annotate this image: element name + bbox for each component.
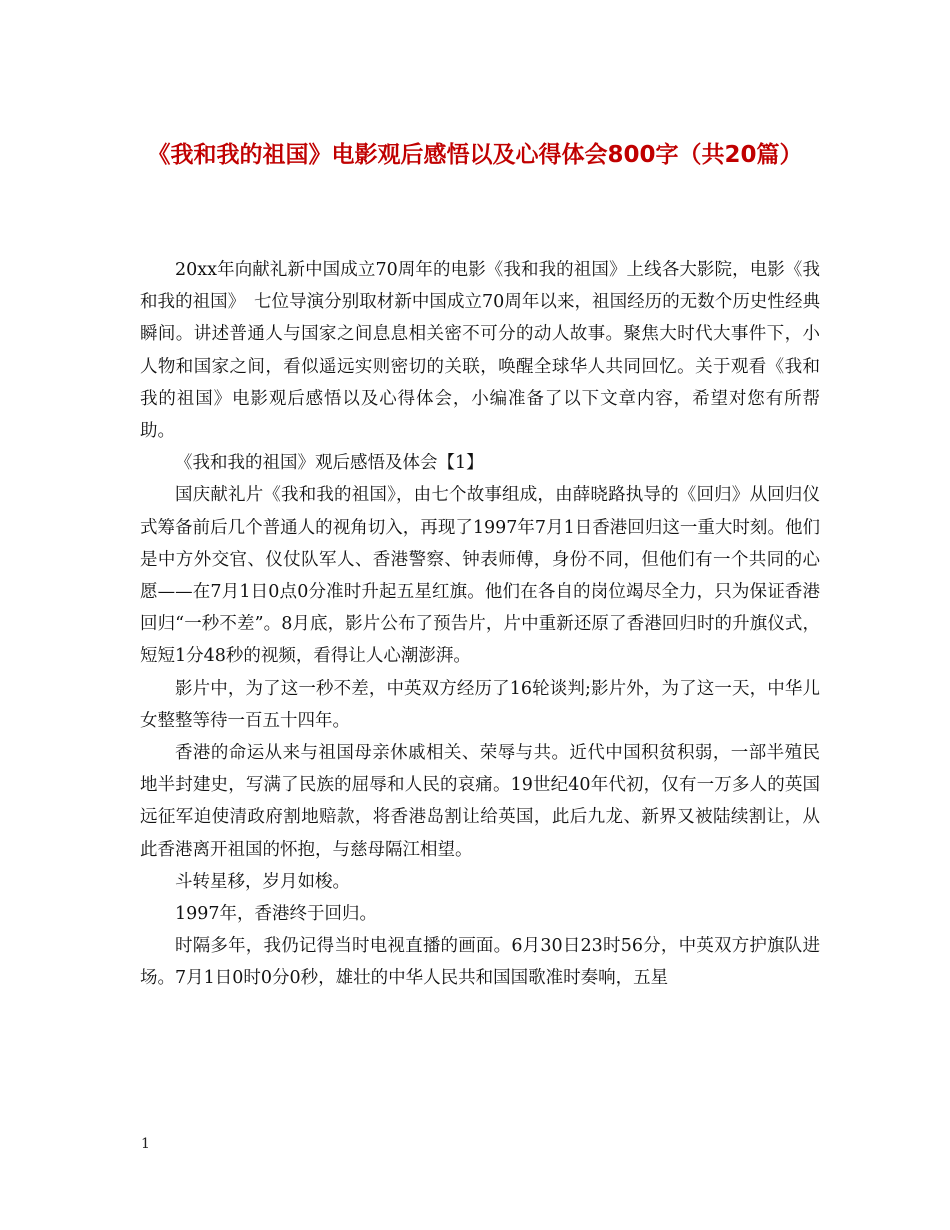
- document-title: 《我和我的祖国》电影观后感悟以及心得体会800字（共20篇）: [147, 142, 803, 168]
- paragraph: 斗转星移，岁月如梭。: [175, 871, 350, 892]
- paragraph: 国庆献礼片《我和我的祖国》，由七个故事组成，由薛晓路执导的《回归》从回归仪式筹备前后几个普通人的视角切入，再现了1997年7月1日香港回归这一重大时刻。他们是中方外交官、仪仗队军人、香港警察、钟表师傅，身份不同，但他们有一个共同的心愿——在7月1日0点0分准时升起五星红旗。他们在各自的岗位竭尽全力，只为保证香港回归“一秒不差”。8月底，影片公布了预告片，片中重新还原了香港回归时的升旗仪式，短短1分48秒的视频，看得让人心潮澎湃。: [140, 485, 820, 667]
- paragraph: 时隔多年，我仍记得当时电视直播的画面。6月30日23时56分，中英双方护旗队进场。7月1日0时0分0秒，雄壮的中华人民共和国国歌准时奏响，五星: [140, 936, 820, 989]
- paragraph: 香港的命运从来与祖国母亲休戚相关、荣辱与共。近代中国积贫积弱，一部半殖民地半封建史，写满了民族的屈辱和人民的哀痛。19世纪40年代初，仅有一万多人的英国远征军迫使清政府割地赔款，将香港岛割让给英国，此后九龙、新界又被陆续割让，从此香港离开祖国的怀抱，与慈母隔江相望。: [140, 743, 820, 860]
- section-heading: 《我和我的祖国》观后感悟及体会【1】: [175, 453, 484, 474]
- paragraph: 影片中，为了这一秒不差，中英双方经历了16轮谈判;影片外，为了这一天，中华儿女整整等待一百五十四年。: [140, 678, 820, 731]
- page-number: 1: [141, 1136, 150, 1152]
- document-body: [140, 254, 820, 995]
- paragraph: 1997年，香港终于回归。: [175, 904, 378, 925]
- paragraph-intro: 20xx年向献礼新中国成立70周年的电影《我和我的祖国》上线各大影院，电影《我和我的祖国》 七位导演分别取材新中国成立70周年以来，祖国经历的无数个历史性经典瞬间。讲述普通人与国家之间息息相关密不可分的动人故事。聚焦大时代大事件下，小人物和国家之间，看似遥远实则密切的关联，唤醒全球华人共同回忆。关于观看《我和我的祖国》电影观后感悟以及心得体会，小编准备了以下文章内容，希望对您有所帮助。: [140, 260, 820, 442]
